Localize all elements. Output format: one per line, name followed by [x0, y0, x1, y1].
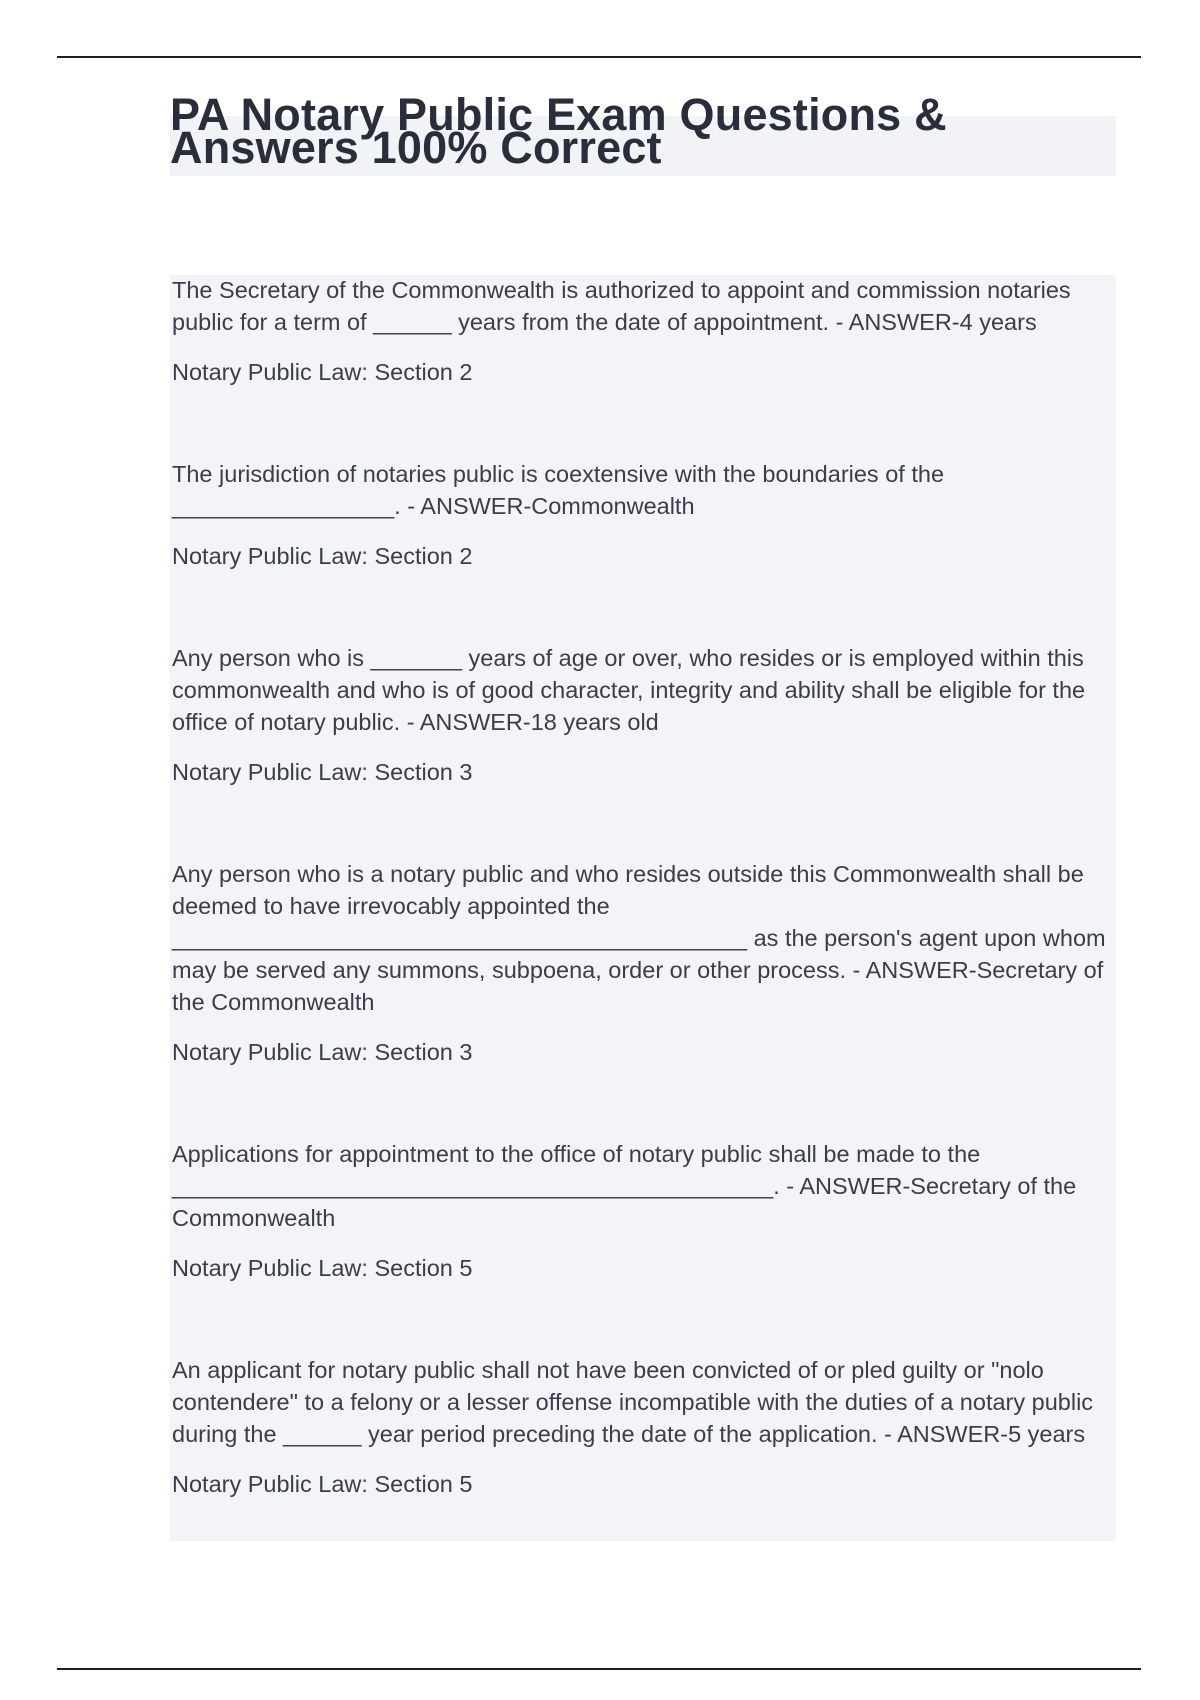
page-title: PA Notary Public Exam Questions & Answers 100% Correct: [170, 89, 947, 173]
source-citation: Notary Public Law: Section 2: [172, 359, 473, 385]
question-text: Any person who is _______ years of age or over, who resides or is employed within this commonwealth and who is of good character, integrity and ability shall be eligible for the office of notary public. - ANSWER-18 years old: [172, 645, 1086, 735]
top-rule: [57, 56, 1141, 58]
qa-item: [172, 858, 1116, 1068]
source-citation: Notary Public Law: Section 3: [172, 1039, 473, 1065]
qa-item: [172, 274, 1116, 388]
question-text: The jurisdiction of notaries public is coextensive with the boundaries of the _________________. - ANSWER-Commonwealth: [172, 461, 945, 519]
source-citation: Notary Public Law: Section 5: [172, 1471, 473, 1497]
bottom-rule: [57, 1668, 1141, 1670]
source-citation: Notary Public Law: Section 5: [172, 1255, 473, 1281]
source-citation: Notary Public Law: Section 2: [172, 543, 473, 569]
qa-item: [172, 1354, 1116, 1500]
question-text: Applications for appointment to the office of notary public shall be made to the ______________________________________________. - ANSWER-Secretary of the Commonwealth: [172, 1141, 1077, 1231]
question-text: An applicant for notary public shall not have been convicted of or pled guilty or "nolo contendere" to a felony or a lesser offense incompatible with the duties of a notary public during the ______ year period preceding the date of the application. - ANSWER-5 years: [172, 1357, 1094, 1447]
source-citation: Notary Public Law: Section 3: [172, 759, 473, 785]
question-text: The Secretary of the Commonwealth is authorized to appoint and commission notaries public for a term of ______ years from the date of appointment. - ANSWER-4 years: [172, 277, 1071, 335]
qa-item: [172, 458, 1116, 572]
question-text: Any person who is a notary public and who resides outside this Commonwealth shall be deemed to have irrevocably appointed the ____________________________________________ as the person's agent upon whom may be served any summons, subpoena, order or other process. - ANSWER-Secretary of the Commonwealth: [172, 861, 1106, 1015]
qa-item: [172, 1138, 1116, 1284]
qa-item: [172, 642, 1116, 788]
qa-list: [172, 274, 1116, 1500]
